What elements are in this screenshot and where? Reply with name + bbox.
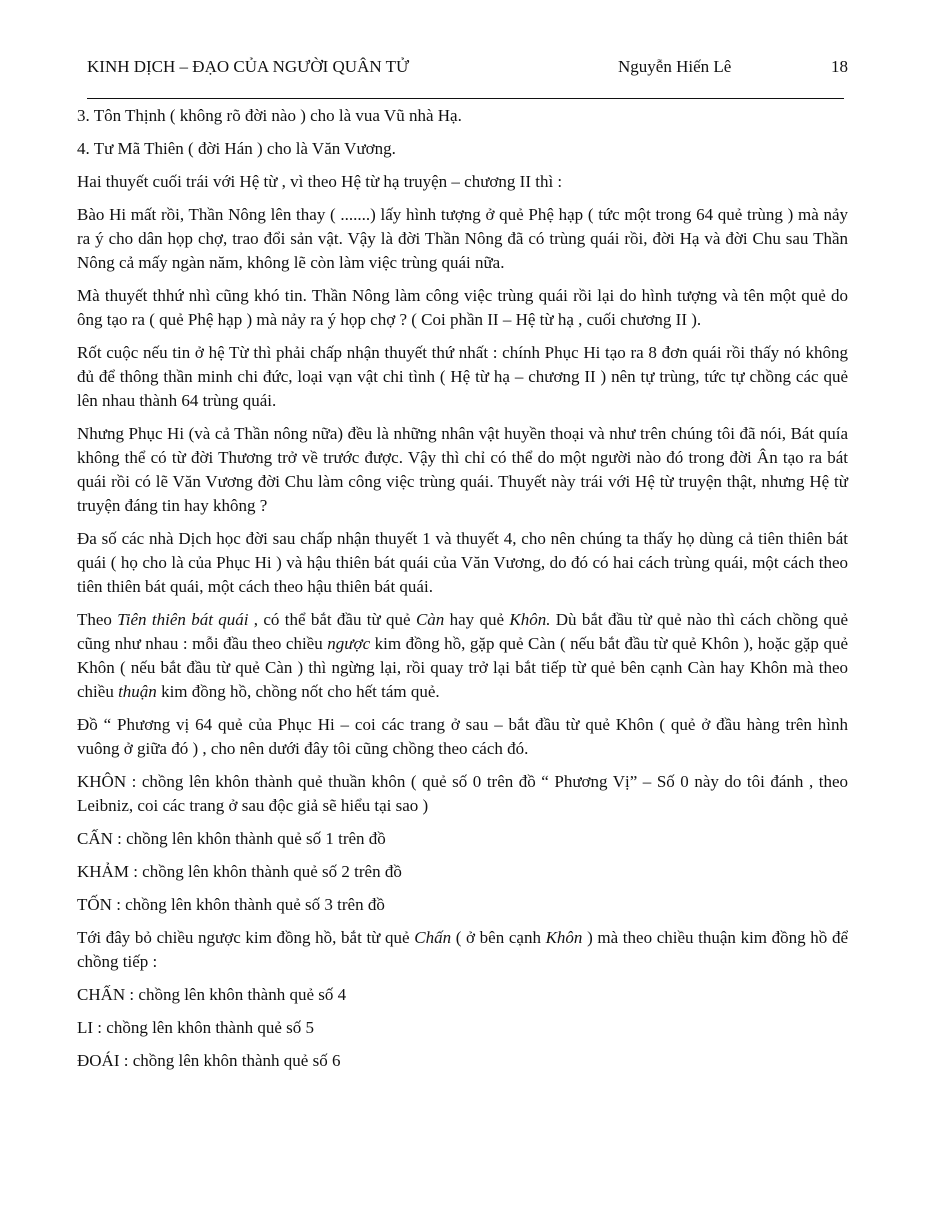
paragraph: Nhưng Phục Hi (và cả Thần nông nữa) đều là những nhân vật huyền thoại và như trên chúng tôi đã nói, Bát quía không thể có từ đời Thương trở về trước được. Vậy thì chỉ có thể do một người nào đó trong đời Ân tạo ra bát quái rồi có lẽ Văn Vương đời Chu làm công việc trùng quái. Thuyết này trái với Hệ từ truyện thật, nhưng Hệ từ truyện đáng tin hay không ? xyxy=(77,424,848,515)
author-name: Nguyễn Hiến Lê xyxy=(618,57,732,76)
paragraph: Rốt cuộc nếu tin ở hệ Từ thì phải chấp nhận thuyết thứ nhất : chính Phục Hi tạo ra 8 đơn quái rồi thấy nó không đủ để thông thần minh chi đức, loại vạn vật chi tình ( Hệ từ hạ – chương II ) nên tự trùng, tức tự chồng các quẻ lên nhau thành 64 trùng quái. xyxy=(77,343,848,410)
paragraph: Đồ “ Phương vị 64 quẻ của Phục Hi – coi các trang ở sau – bắt đầu từ quẻ Khôn ( quẻ ở đầu hàng trên hình vuông ở giữa đó ) , cho nên dưới đây tôi cũng chồng theo cách đó. xyxy=(77,715,848,758)
paragraph: 4. Tư Mã Thiên ( đời Hán ) cho là Văn Vương. xyxy=(77,139,396,158)
page-header xyxy=(87,57,848,79)
paragraph: 3. Tôn Thịnh ( không rõ đời nào ) cho là vua Vũ nhà Hạ. xyxy=(77,106,462,125)
paragraph: Mà thuyết thhứ nhì cũng khó tin. Thần Nông làm công việc trùng quái rồi lại do hình tượng và tên một quẻ do ông tạo ra ( quẻ Phệ hạp ) mà nảy ra ý họp chợ ? ( Coi phần II – Hệ từ hạ , cuối chương II ). xyxy=(77,286,848,329)
paragraph: KHẢM : chồng lên khôn thành quẻ số 2 trên đồ xyxy=(77,862,402,881)
paragraph: TỐN : chồng lên khôn thành quẻ số 3 trên đồ xyxy=(77,895,385,914)
book-title: KINH DỊCH – ĐẠO CỦA NGƯỜI QUÂN TỬ xyxy=(87,57,410,76)
body-text xyxy=(77,104,848,1082)
header-rule xyxy=(87,98,844,99)
paragraph: ĐOÁI : chồng lên khôn thành quẻ số 6 xyxy=(77,1051,341,1070)
paragraph: Đa số các nhà Dịch học đời sau chấp nhận thuyết 1 và thuyết 4, cho nên chúng ta thấy họ dùng cả tiên thiên bát quái ( họ cho là của Phục Hi ) và hậu thiên bát quái của Văn Vương, do đó có hai cách trùng quái, một cách theo tiên thiên bát quái, một cách theo hậu thiên bát quái. xyxy=(77,529,848,596)
paragraph: Theo Tiên thiên bát quái , có thể bắt đầu từ quẻ Càn hay quẻ Khôn. Dù bắt đầu từ quẻ nào thì cách chồng quẻ cũng như nhau : mỗi đầu theo chiều ngược kim đồng hồ, gặp quẻ Càn ( nếu bắt đầu từ quẻ Khôn ), hoặc gặp quẻ Khôn ( nếu bắt đầu từ quẻ Càn ) thì ngừng lại, rồi quay trở lại bắt tiếp từ quẻ bên cạnh Càn hay Khôn mà theo chiều thuận kim đồng hồ, chồng nốt cho hết tám quẻ. xyxy=(77,610,848,701)
paragraph: Bào Hi mất rồi, Thần Nông lên thay ( .......) lấy hình tượng ở quẻ Phệ hạp ( tức một trong 64 quẻ trùng ) mà nảy ra ý cho dân họp chợ, trao đổi sản vật. Vậy là đời Thần Nông đã có trùng quái rồi, đời Hạ và đời Chu sau Thần Nông cả mấy ngàn năm, không lẽ còn làm việc trùng quái nữa. xyxy=(77,205,848,272)
paragraph: CẤN : chồng lên khôn thành quẻ số 1 trên đồ xyxy=(77,829,386,848)
paragraph: KHÔN : chồng lên khôn thành quẻ thuần khôn ( quẻ số 0 trên đồ “ Phương Vị” – Số 0 này do tôi đánh , theo Leibniz, coi các trang ở sau độc giả sẽ hiểu tại sao ) xyxy=(77,772,848,815)
paragraph: Hai thuyết cuối trái với Hệ từ , vì theo Hệ từ hạ truyện – chương II thì : xyxy=(77,172,563,191)
page-number: 18 xyxy=(831,57,848,76)
paragraph: CHẤN : chồng lên khôn thành quẻ số 4 xyxy=(77,985,347,1004)
paragraph: Tới đây bỏ chiều ngược kim đồng hồ, bắt từ quẻ Chấn ( ở bên cạnh Khôn ) mà theo chiều thuận kim đồng hồ để chồng tiếp : xyxy=(77,928,848,971)
paragraph: LI : chồng lên khôn thành quẻ số 5 xyxy=(77,1018,315,1037)
